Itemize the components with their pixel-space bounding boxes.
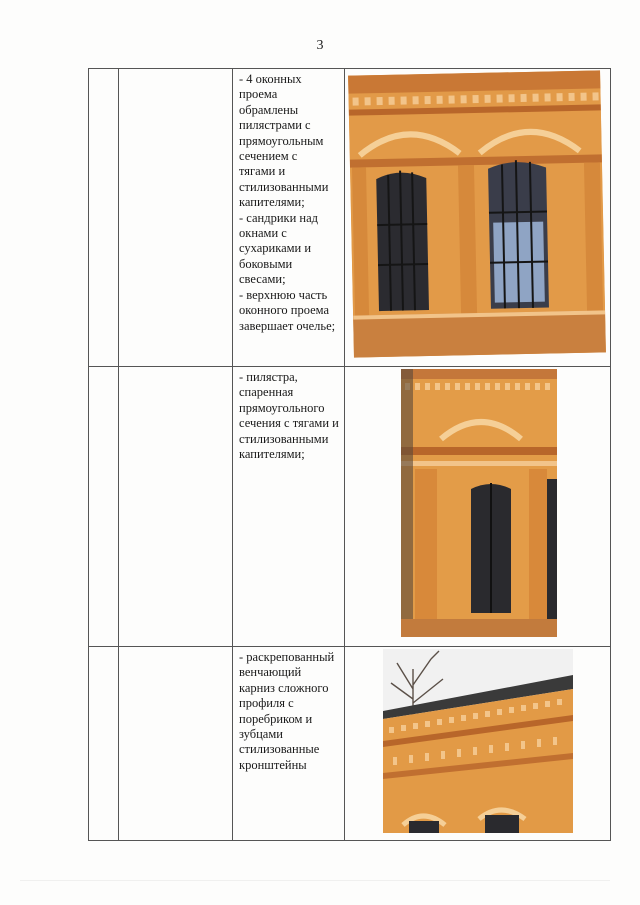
scan-edge bbox=[20, 880, 610, 881]
table-cell-photo bbox=[345, 367, 611, 647]
table-cell-description bbox=[233, 367, 345, 647]
document-table bbox=[88, 68, 611, 841]
table-row bbox=[89, 367, 611, 647]
page-number: 3 bbox=[316, 38, 324, 53]
table-cell-number bbox=[89, 367, 119, 647]
table-cell-number bbox=[89, 69, 119, 367]
table-cell-number bbox=[89, 647, 119, 841]
row-description: - пилястра, спаренная прямоугольного сечения с тягами и стилизованными капителями; bbox=[239, 370, 339, 462]
table-cell-element bbox=[119, 647, 233, 841]
table-cell-description bbox=[233, 69, 345, 367]
table-row bbox=[89, 69, 611, 367]
cornice-photo bbox=[383, 649, 573, 833]
table-cell-photo bbox=[345, 647, 611, 841]
row-description: - 4 оконных проема обрамлены пилястрами с прямоугольным сечением с тягами и стилизованными капителями; - сандрики над окнами с сухариками и боковыми свесами; - верхнюю часть оконного проема завершает очелье; bbox=[239, 72, 336, 333]
table-cell-element bbox=[119, 69, 233, 367]
facade-windows-photo bbox=[348, 70, 606, 357]
table-cell-element bbox=[119, 367, 233, 647]
row-description: - раскрепованный венчающий карниз сложного профиля с поребриком и зубцами стилизованные кронштейны bbox=[239, 650, 335, 772]
table-row bbox=[89, 647, 611, 841]
table-cell-photo bbox=[345, 69, 611, 367]
pilaster-photo bbox=[401, 369, 557, 637]
table-cell-description bbox=[233, 647, 345, 841]
